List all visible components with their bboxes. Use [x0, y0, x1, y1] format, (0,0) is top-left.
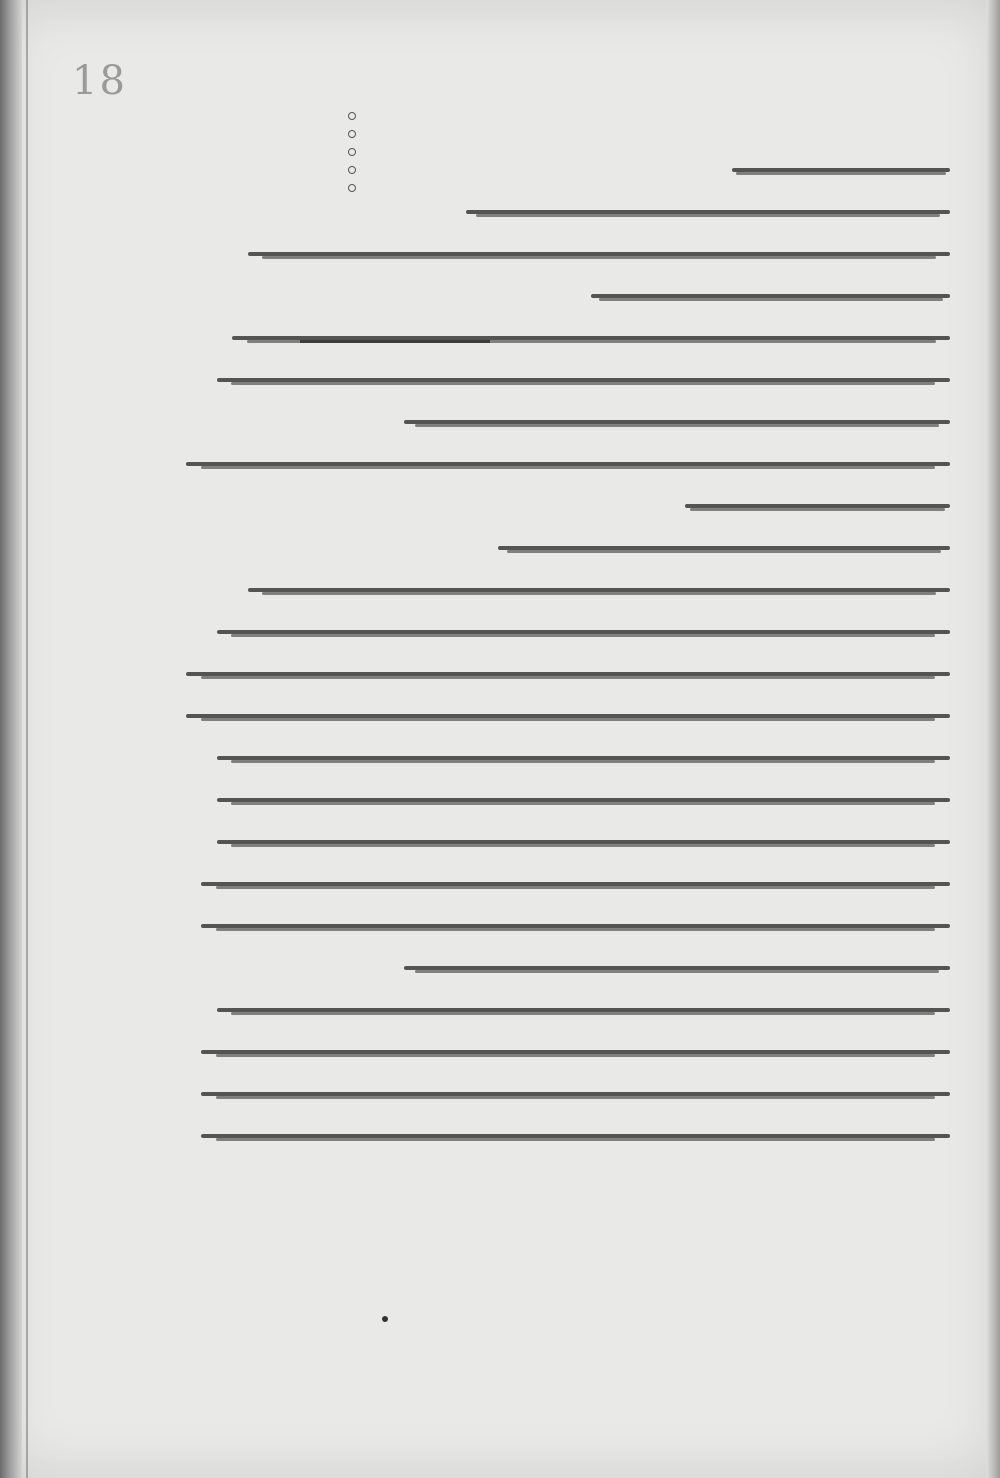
text-line: [170, 696, 950, 738]
ink-line-stroke: [415, 970, 939, 973]
text-line: [170, 654, 950, 696]
text-line: [170, 990, 950, 1032]
binding-line: [26, 0, 28, 1478]
ink-line-stroke: [231, 634, 935, 637]
text-line: [170, 360, 950, 402]
ink-line-stroke: [231, 760, 935, 763]
text-line: [170, 1074, 950, 1116]
text-line: [170, 318, 950, 360]
ink-line-stroke: [216, 1138, 935, 1141]
ink-line-stroke: [216, 1096, 935, 1099]
ink-line-stroke: [201, 676, 935, 679]
ink-line-stroke: [231, 802, 935, 805]
text-line: [170, 822, 950, 864]
text-line: [170, 192, 950, 234]
text-line: [170, 948, 950, 990]
text-line: [170, 738, 950, 780]
text-line: [170, 570, 950, 612]
ink-line-stroke: [216, 1054, 935, 1057]
ink-line-stroke: [216, 928, 935, 931]
text-line: [170, 402, 950, 444]
ink-line-stroke: [690, 508, 945, 511]
ink-line-stroke: [216, 886, 935, 889]
ink-line-stroke: [201, 466, 935, 469]
text-line: [170, 276, 950, 318]
text-line: [170, 864, 950, 906]
ink-line-stroke: [415, 424, 939, 427]
ink-line-stroke: [231, 844, 935, 847]
binding-edge: [0, 0, 22, 1478]
ink-line-stroke: [231, 382, 935, 385]
page-edge: [986, 0, 1000, 1478]
text-line: [170, 486, 950, 528]
text-line: [170, 444, 950, 486]
text-line: [170, 528, 950, 570]
ink-line-stroke: [476, 214, 940, 217]
ink-line-stroke: [507, 550, 941, 553]
ink-line-stroke: [262, 592, 936, 595]
text-line: [170, 1032, 950, 1074]
ink-line-stroke: [231, 1012, 935, 1015]
folio-number: 18: [72, 58, 127, 104]
ink-dot: [382, 1316, 388, 1322]
ink-line-stroke: [736, 172, 946, 175]
text-line: [170, 234, 950, 276]
manuscript-text: [170, 150, 950, 1158]
text-line: [170, 780, 950, 822]
ink-line-stroke: [262, 256, 936, 259]
text-line: [170, 1116, 950, 1158]
ink-line-stroke: [247, 340, 936, 343]
margin-note: [112, 738, 148, 820]
text-line: [170, 150, 950, 192]
ink-line-stroke: [201, 718, 935, 721]
text-line: [170, 906, 950, 948]
text-line: [170, 612, 950, 654]
ink-line-stroke: [599, 298, 943, 301]
